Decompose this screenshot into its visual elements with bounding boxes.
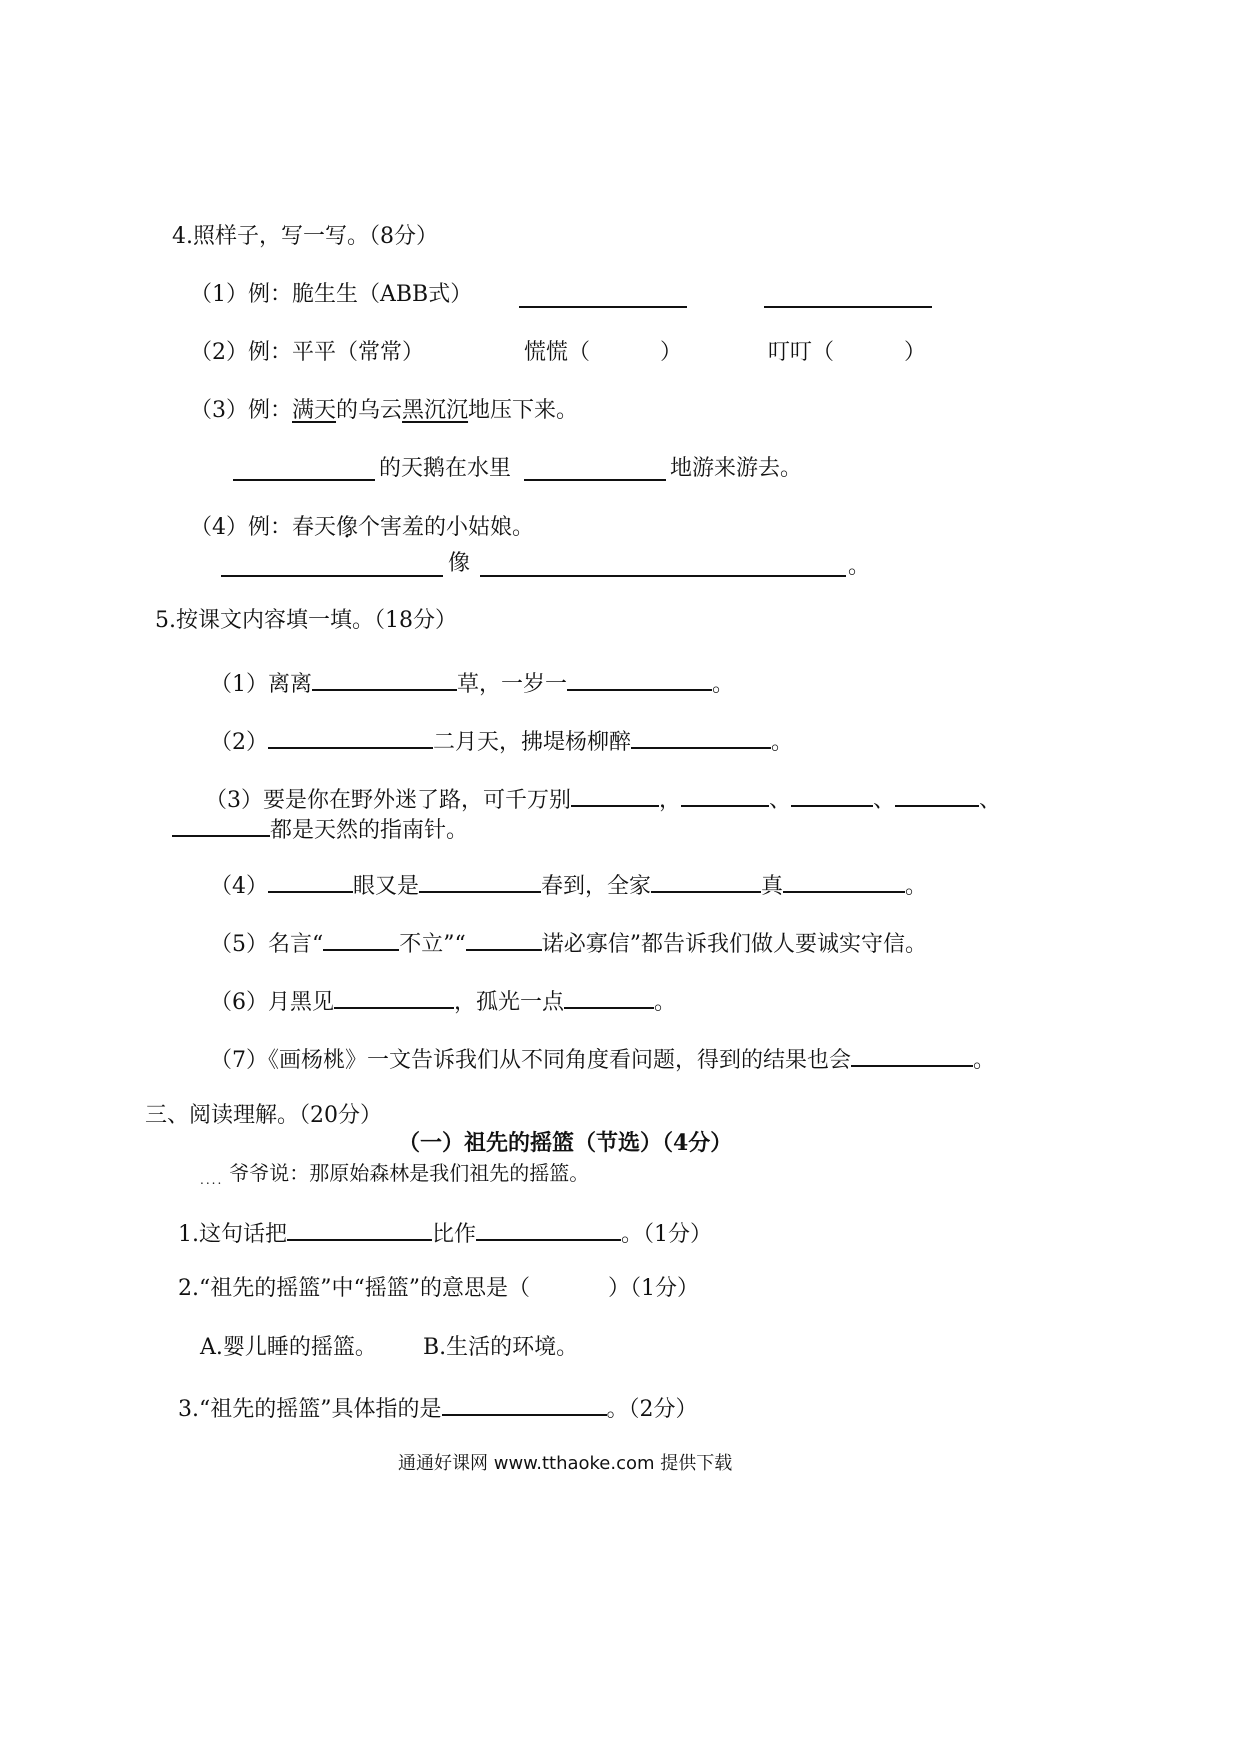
q4-item4-emphasis-char: 像 (336, 515, 359, 540)
q5-l3-sep-4: 、 (979, 788, 1002, 813)
q4-item4-rest: 个害羞的小姑娘。 (358, 515, 535, 540)
q4-item3-example (190, 395, 578, 427)
q5-heading: 5.按课文内容填一填。（18分） (155, 608, 457, 633)
q4-item2-word2-close: ） (904, 340, 927, 365)
q5-l2-blank-1[interactable] (268, 723, 433, 749)
q5-l6-blank-2[interactable] (564, 983, 654, 1009)
reading-q2-text: 2.“祖先的摇篮”中“摇篮”的意思是（ (178, 1276, 530, 1301)
q5-l3-tail: 都是天然的指南针。 (270, 818, 469, 843)
q5-l5-text-a: （5）名言“ (210, 932, 324, 957)
q4-item2-word2 (768, 337, 926, 369)
passage-leading-dots: .... (200, 1173, 224, 1187)
reading-q1-text-c: 。（1分） (621, 1222, 713, 1247)
reading-q1-text-a: 1.这句话把 (178, 1222, 287, 1247)
q4-item3-underlined-1: 满天 (292, 398, 337, 423)
q5-line5 (210, 925, 927, 957)
q5-l5-blank-1[interactable] (323, 925, 399, 951)
q5-l6-text-a: （6）月黑见 (210, 990, 334, 1015)
reading-q1-text-b: 比作 (432, 1222, 477, 1247)
q5-line4 (210, 867, 927, 899)
reading-q3 (178, 1390, 698, 1422)
q4-item2-word1-close: ） (660, 340, 683, 365)
reading-q2-option-b: B.生活的环境。 (423, 1335, 579, 1360)
q4-item1-label: （1）例：脆生生（ABB式） (190, 282, 473, 307)
q5-l1-text-c: 。 (712, 672, 735, 697)
q4-item4-fill-mid: 像 (448, 551, 471, 576)
q4-item3-fill-b: 地游来游去。 (670, 456, 803, 481)
q5-l4-text-d: 真 (761, 874, 784, 899)
q5-line1 (210, 665, 734, 697)
q5-l2-text-a: （2） (210, 730, 268, 755)
q5-line7 (210, 1041, 995, 1073)
q4-item1-blank-2[interactable] (764, 282, 932, 308)
q5-l1-blank-2[interactable] (567, 665, 712, 691)
q4-item3-prefix: （3）例： (190, 398, 292, 423)
passage-quote (200, 1157, 589, 1189)
q5-l5-text-c: 诺必寡信”都告诉我们做人要诚实守信。 (541, 932, 927, 957)
q5-line3-continued (172, 811, 468, 843)
q5-l1-text-a: （1）离离 (210, 672, 312, 697)
passage-title: （一）祖先的摇篮（节选）（4分） (398, 1130, 733, 1156)
q4-item1-blank-1[interactable] (519, 282, 687, 308)
q5-l1-text-b: 草，一岁一 (457, 672, 568, 697)
reading-q2-end: ）（1分） (607, 1276, 699, 1301)
q4-heading: 4.照样子，写一写。（8分） (172, 224, 438, 249)
q4-item2-label: （2）例：平平（常常） (190, 340, 424, 365)
q5-l1-blank-1[interactable] (312, 665, 457, 691)
q5-l6-text-c: 。 (654, 990, 677, 1015)
q5-l3-sep-2: 、 (769, 788, 792, 813)
q5-l2-text-b: 二月天，拂堤杨柳醉 (433, 730, 632, 755)
q5-l4-text-b: 眼又是 (353, 874, 420, 899)
q5-l3-sep-1: ， (659, 788, 682, 813)
q5-l6-text-b: ，孤光一点 (454, 990, 565, 1015)
q4-item3-mid: 的乌云 (336, 398, 403, 423)
q4-item2-word2-open: 叮叮（ (768, 340, 835, 365)
reading-q2-option-a: A.婴儿睡的摇篮。 (200, 1335, 377, 1360)
q5-l3-blank-5[interactable] (172, 811, 270, 837)
q5-l4-blank-4[interactable] (783, 867, 905, 893)
q4-item4-example (190, 512, 534, 544)
q5-l7-text-a: （7）《画杨桃》一文告诉我们从不同角度看问题，得到的结果也会 (210, 1048, 851, 1073)
q5-l7-text-b: 。 (973, 1048, 996, 1073)
q5-l2-blank-2[interactable] (631, 723, 771, 749)
q5-l3-blank-1[interactable] (571, 781, 659, 807)
q4-item3-blank-2[interactable] (524, 455, 666, 481)
q5-line3 (205, 781, 1001, 813)
q4-item2-word1 (524, 337, 682, 369)
q5-l2-text-c: 。 (771, 730, 794, 755)
q5-line6 (210, 983, 676, 1015)
reading-q1-blank-2[interactable] (476, 1215, 621, 1241)
q5-l3-text-a: （3）要是你在野外迷了路，可千万别 (205, 788, 571, 813)
q5-l3-blank-3[interactable] (791, 781, 873, 807)
q5-l3-blank-2[interactable] (681, 781, 769, 807)
q4-item4-blank-2[interactable] (480, 551, 846, 577)
reading-q1 (178, 1215, 712, 1247)
q5-l3-sep-3: 、 (873, 788, 896, 813)
q5-l4-blank-1[interactable] (268, 867, 353, 893)
q5-l5-text-b: 不立”“ (399, 932, 466, 957)
q5-l4-blank-3[interactable] (651, 867, 761, 893)
footer-credit: 通通好课网 www.tthaoke.com 提供下载 (398, 1453, 733, 1474)
q5-l3-blank-4[interactable] (895, 781, 979, 807)
section3-heading: 三、阅读理解。（20分） (145, 1103, 382, 1128)
q4-item4-blank-1[interactable] (221, 551, 443, 577)
q4-item4-fill-end: 。 (848, 554, 871, 579)
q4-item3-fill-a: 的天鹅在水里 (379, 456, 512, 481)
reading-q2 (178, 1273, 699, 1305)
reading-q1-blank-1[interactable] (287, 1215, 432, 1241)
q5-line2 (210, 723, 793, 755)
q4-item3-blank-1[interactable] (233, 455, 375, 481)
q5-l4-blank-2[interactable] (419, 867, 541, 893)
q5-l4-text-e: 。 (905, 874, 928, 899)
q4-item4-prefix: （4）例：春天 (190, 515, 336, 540)
q4-item3-underlined-2: 黑沉沉 (402, 398, 469, 423)
reading-q3-text-b: 。（2分） (606, 1397, 698, 1422)
q4-item3-end: 地压下来。 (468, 398, 579, 423)
q5-l7-blank-1[interactable] (851, 1041, 973, 1067)
reading-q3-text-a: 3.“祖先的摇篮”具体指的是 (178, 1397, 442, 1422)
q5-l6-blank-1[interactable] (334, 983, 454, 1009)
q4-item2-word1-open: 慌慌（ (524, 340, 591, 365)
q5-l4-text-a: （4） (210, 874, 268, 899)
passage-text: 爷爷说：那原始森林是我们祖先的摇篮。 (229, 1161, 590, 1185)
reading-q3-blank[interactable] (442, 1390, 607, 1416)
q5-l4-text-c: 春到，全家 (541, 874, 652, 899)
q5-l5-blank-2[interactable] (466, 925, 542, 951)
